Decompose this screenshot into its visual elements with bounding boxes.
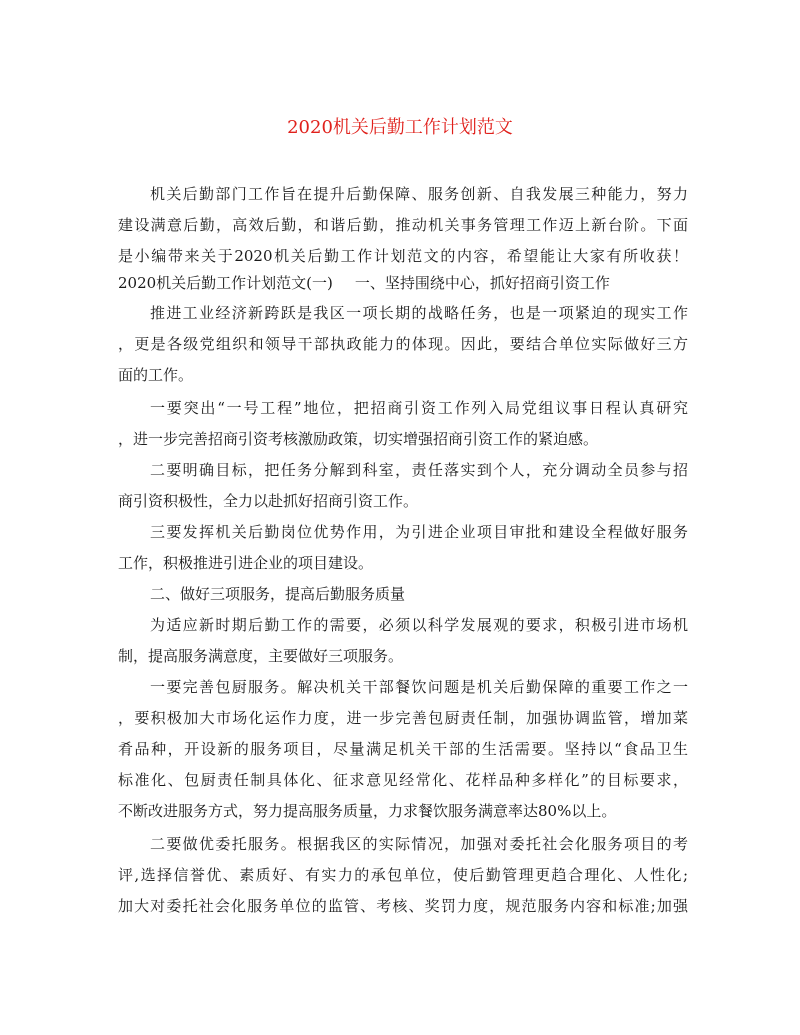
paragraph-line: 面的工作。	[118, 366, 194, 384]
section-one-heading: 一、坚持围绕中心，抓好招商引资工作	[354, 274, 610, 292]
paragraph-line: 三要发挥机关后勤岗位优势作用，为引进企业项目审批和建设全程做好服务	[150, 523, 688, 541]
paragraph-line: 一要完善包厨服务。解决机关干部餐饮问题是机关后勤保障的重要工作之一	[150, 678, 688, 696]
paragraph-line: 一要突出“一号工程”地位，把招商引资工作列入局党组议事日程认真研究	[150, 399, 688, 417]
paragraph-line: 推进工业经济新跨跃是我区一项长期的战略任务，也是一项紧迫的现实工作	[150, 304, 688, 322]
paragraph-line: 为适应新时期后勤工作的需要，必须以科学发展观的要求，积极引进市场机	[150, 616, 688, 634]
paragraph-line: 机关后勤部门工作旨在提升后勤保障、服务创新、自我发展三种能力，努力	[150, 185, 688, 203]
section-heading: 二、做好三项服务，提高后勤服务质量	[150, 585, 406, 603]
paragraph-line: 评,选择信誉优、素质好、有实力的承包单位，使后勤管理更趋合理化、人性化;	[118, 866, 688, 884]
paragraph-line: 二要明确目标，把任务分解到科室，责任落实到个人，充分调动全员参与招	[150, 461, 688, 479]
paragraph-line: 是小编带来关于2020机关后勤工作计划范文的内容，希望能让大家有所收获！	[118, 247, 688, 265]
paragraph-line: 商引资积极性，全力以赴抓好招商引资工作。	[118, 492, 419, 510]
paragraph-line: 工作，积极推进引进企业的项目建设。	[118, 554, 374, 572]
paragraph-line: 不断改进服务方式，努力提高服务质量，力求餐饮服务满意率达80%以上。	[118, 802, 617, 820]
paragraph-line: 标准化、包厨责任制具体化、征求意见经常化、花样品种多样化”的目标要求，	[118, 771, 688, 789]
document-title: 2020机关后勤工作计划范文	[287, 117, 513, 138]
paragraph-line: 肴品种，开设新的服务项目，尽量满足机关干部的生活需要。坚持以“食品卫生	[118, 740, 688, 758]
paragraph-line: ，进一步完善招商引资考核激励政策，切实增强招商引资工作的紧迫感。	[118, 430, 599, 448]
paragraph-line: ，要积极加大市场化运作力度，进一步完善包厨责任制，加强协调监管，增加菜	[118, 709, 688, 727]
subheading-line	[118, 268, 688, 299]
paragraph-line: ，更是各级党组织和领导干部执政能力的体现。因此，要结合单位实际做好三方	[118, 335, 688, 353]
paragraph-line: 二要做优委托服务。根据我区的实际情况，加强对委托社会化服务项目的考	[150, 835, 688, 853]
paragraph-line: 制，提高服务满意度，主要做好三项服务。	[118, 647, 404, 665]
paragraph-line: 加大对委托社会化服务单位的监管、考核、奖罚力度，规范服务内容和标准;加强	[118, 897, 688, 915]
plan-label: 2020机关后勤工作计划范文(一)	[118, 274, 333, 292]
paragraph-line: 建设满意后勤，高效后勤，和谐后勤，推动机关事务管理工作迈上新台阶。下面	[118, 216, 688, 234]
